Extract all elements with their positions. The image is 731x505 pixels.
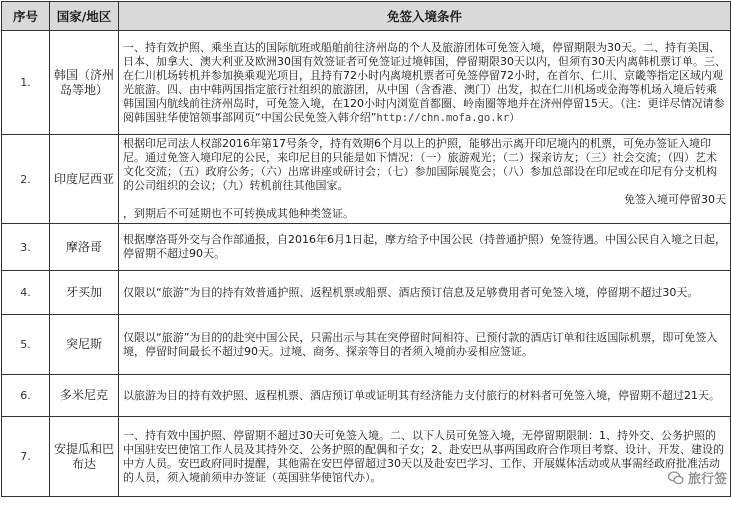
row-conditions: 一、持有效中国护照、停留期不超过30天可免签入境。二、以下人员可免签入境，无停留期限制：1、持外交、公务护照的中国驻安巴使馆工作人员及其持外交、公务护照的配偶和子女；2、赴安巴从事两国政府合作项目考察、设计、开发、建设的中方人员。安巴政府同时提醒，其他需在安巴停留超过30天以及赴安巴学习、工作、开展媒体活动或从事需经政府批准活动的人员，须入境前须申办签证（英国驻华使馆代办）。 [119,417,731,497]
row-country: 摩洛哥 [50,224,119,271]
row-number: 4. [2,271,50,315]
header-country: 国家/地区 [50,2,119,31]
row-country: 安提瓜和巴布达 [50,417,119,497]
row-number: 3. [2,224,50,271]
row-country: 牙买加 [50,271,119,315]
row-country: 突尼斯 [50,315,119,375]
conditions-suffix: ） [509,110,521,124]
korea-embassy-link[interactable]: http://chn.mofa.go.kr [376,111,510,124]
conditions-text: 一、持有效护照、乘坐直达的国际航班或船舶前往济州岛的个人及旅游团体可免签入境，停留期限为30天。二、持有美国、日本、加拿大、澳大利亚及欧洲30国有效签证者可免签证过境韩国，停留期限30天以内，但须有30天内离韩机票订单。三、在仁川机场转机并参加换乘观光项目，且持有72小时内离境机票者可免签停留72小时，在首尔、仁川、京畿等指定区域内观光旅游。四、由中韩两国指定旅行社组织的旅游团，从中国（含香港、澳门）出发，拟在仁川机场或金海等机场入境后转乘韩国国内航线前往济州岛时，可免签入境，在120小时内浏览首都圈、岭南圈等地并在济州停留15天。（注：更详尽情况请参阅韩国驻华使馆领事部网页“中国公民免签入韩介绍” [123,40,726,124]
row-conditions: 仅限以“旅游”为目的持有效普通护照、返程机票或船票、酒店预订信息及足够费用者可免签入境，停留期不超过30天。 [119,271,731,315]
header-conditions: 免签入境条件 [119,2,731,31]
table-row [2,375,731,417]
header-no: 序号 [2,2,50,31]
row-country: 多米尼克 [50,375,119,417]
wechat-icon [668,470,684,486]
table-row [2,315,731,375]
watermark-text: 旅行签 [687,472,727,487]
row-conditions: 根据摩洛哥外交与合作部通报，自2016年6月1日起，摩方给予中国公民（持普通护照）免签待遇。中国公民自入境之日起，停留期不超过90天。 [119,224,731,271]
row-country: 印度尼西亚 [50,135,119,224]
row-conditions [119,31,731,135]
row-conditions: 以旅游为目的持有效护照、返程机票、酒店预订单或证明其有经济能力支付旅行的材料者可免签入境，停留期不超过21天。 [119,375,731,417]
conditions-text: 根据印尼司法人权部2016年第17号条令，持有效期6个月以上的护照，能够出示离开印尼境内的机票，可免办签证入境印尼。通过免签入境印尼的公民，来印尼目的只能是如下情况：（一）旅游观光；（二）探亲访友；（三）社会交流；（四）艺术文化交流；（五）政府公务；（六）出席讲座或研讨会；（七）参加国际展览会；（八）参加总部设在印尼或在印尼有分支机构的公司组织的会议；（九）转机前往其他国家。 [123,137,717,192]
table-row [2,271,731,315]
row-conditions [119,135,731,224]
header-row [2,2,731,31]
row-number: 7. [2,417,50,497]
conditions-note: ，到期后不可延期也不可转换成其他种类签证。 [123,207,354,220]
table-row [2,135,731,224]
table-row [2,31,731,135]
table-row [2,417,731,497]
visa-free-table [1,1,731,497]
stay-duration: 免签入境可停留30天 [624,193,726,206]
row-number: 1. [2,31,50,135]
row-number: 5. [2,315,50,375]
table-row [2,224,731,271]
row-number: 6. [2,375,50,417]
watermark [668,468,727,487]
row-number: 2. [2,135,50,224]
row-country: 韩国（济州岛等地） [50,31,119,135]
row-conditions: 仅限以“旅游”为目的的赴突中国公民，只需出示与其在突停留时间相符、已预付款的酒店订单和往返国际机票，即可免签入境，停留时间最长不超过90天。过境、商务、探亲等目的者须入境前办妥相应签证。 [119,315,731,375]
